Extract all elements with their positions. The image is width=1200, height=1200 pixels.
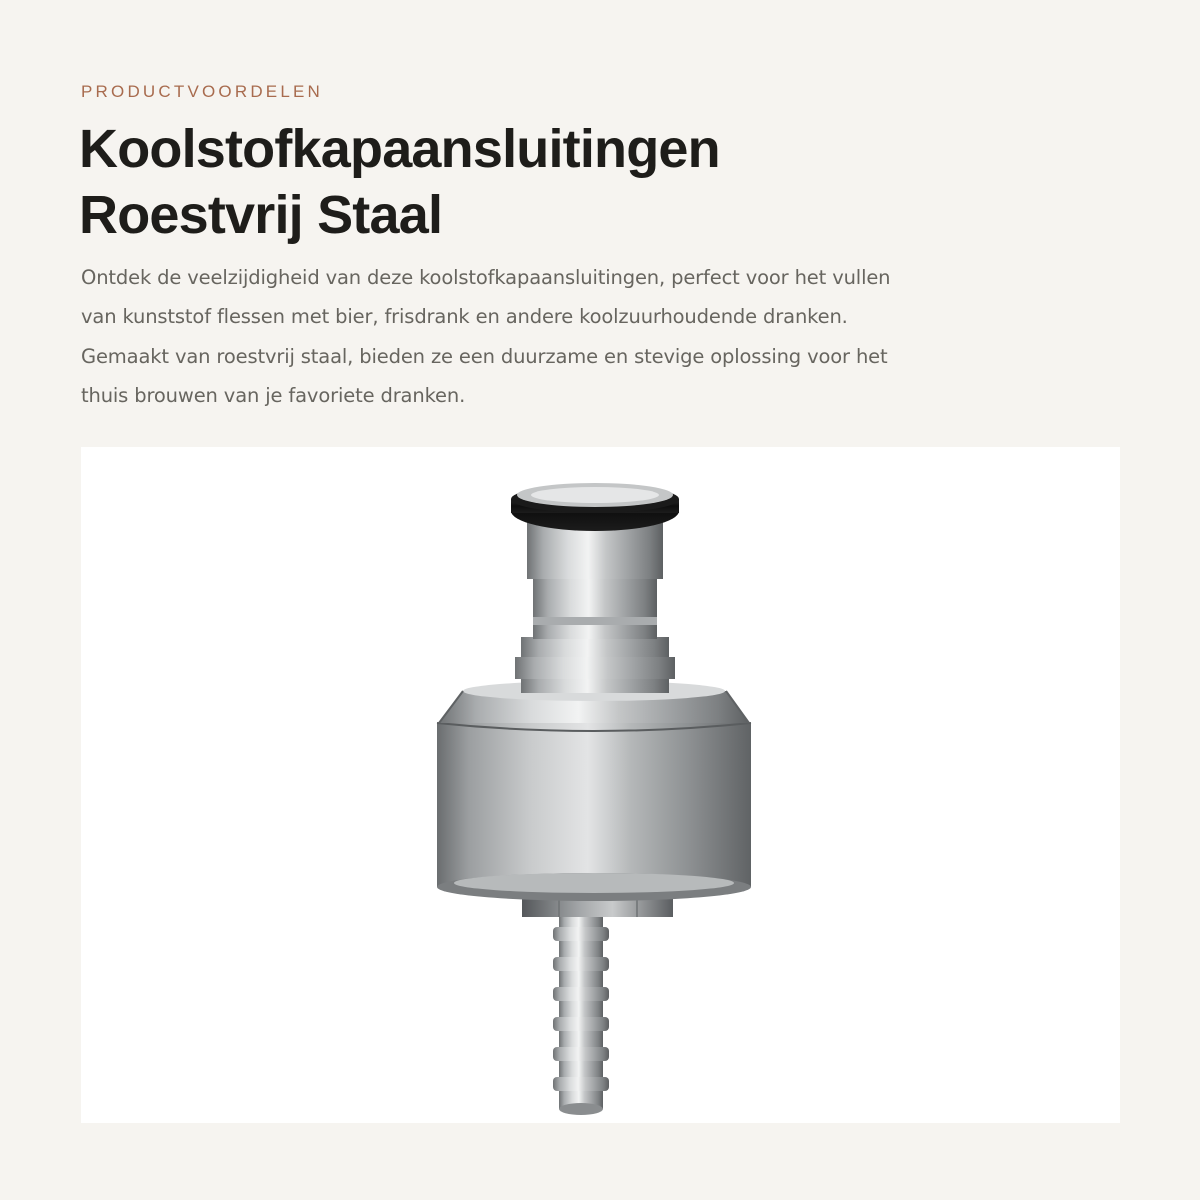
cap-stem [527,513,663,639]
title-line-2: Roestvrij Staal [79,185,443,245]
cap-neck [515,637,675,693]
carbonation-cap-illustration [81,447,1120,1123]
description-line-2: van kunststof flessen met bier, frisdrank en andere koolzuurhoudende dranken. [81,305,848,329]
description-line-4: thuis brouwen van je favoriete dranken. [81,383,466,407]
description-line-3: Gemaakt van roestvrij staal, bieden ze een duurzame en stevige oplossing voor het [81,344,888,368]
hose-barb [553,909,609,1115]
cap-top [517,483,673,507]
description-line-1: Ontdek de veelzijdigheid van deze koolstofkapaansluitingen, perfect voor het vullen [81,266,891,289]
title-line-1: Koolstofkapaansluitingen [79,119,720,179]
page-title [79,116,720,248]
product-image [81,447,1120,1123]
section-eyebrow: PRODUCTVOORDELEN [81,82,324,101]
cap-body [437,723,751,901]
product-description [81,258,1061,415]
